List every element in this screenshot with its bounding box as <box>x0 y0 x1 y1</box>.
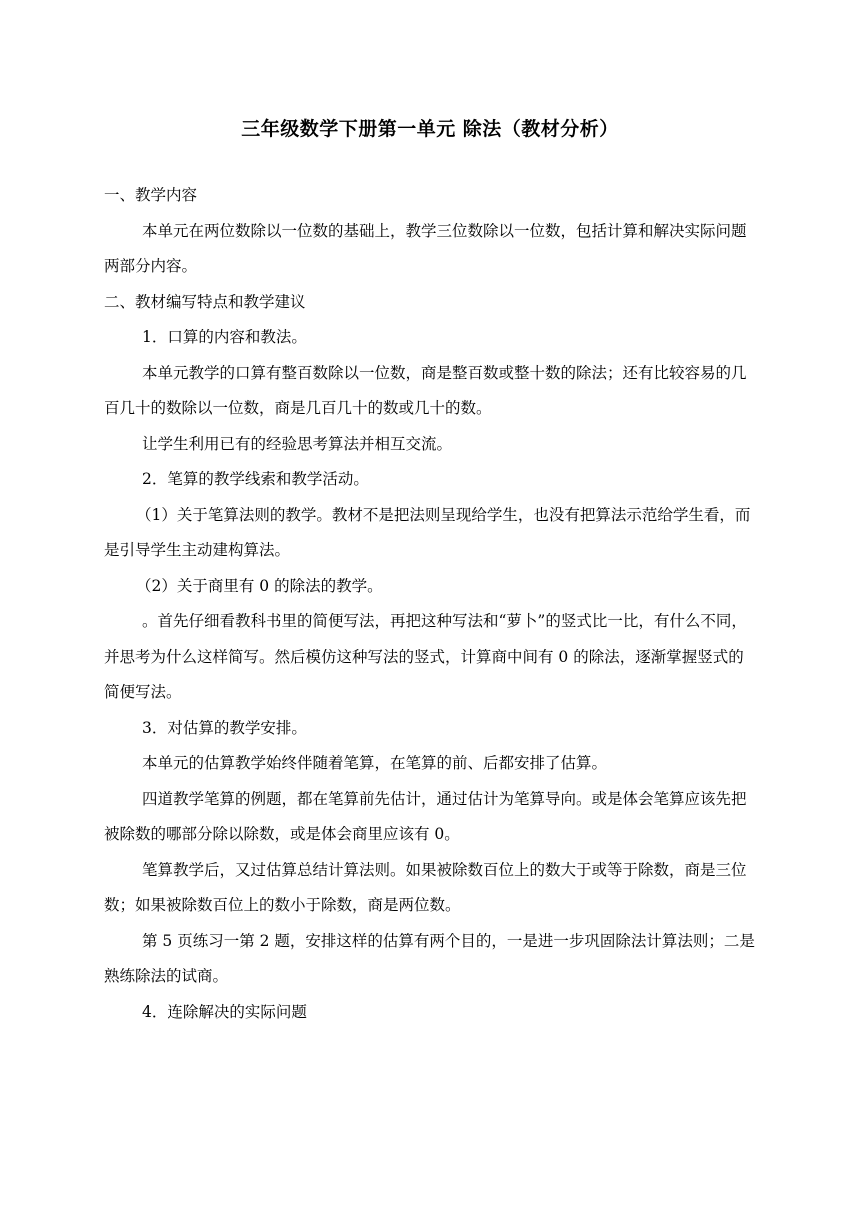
item-3-body-3: 笔算教学后，又过估算总结计算法则。如果被除数百位上的数大于或等于除数，商是三位数；如果被除数百位上的数小于除数，商是两位数。 <box>104 860 747 914</box>
item-3-body-4: 第 5 页练习一第 2 题，安排这样的估算有两个目的，一是进一步巩固除法计算法则；二是熟练除法的试商。 <box>104 931 755 985</box>
item-1-body-1: 本单元教学的口算有整百数除以一位数，商是整百数或整十数的除法；还有比较容易的几百几十的数除以一位数，商是几百几十的数或几十的数。 <box>104 363 747 417</box>
item-4-heading: 4．连除解决的实际问题 <box>142 1002 307 1021</box>
item-1-body-2: 让学生利用已有的经验思考算法并相互交流。 <box>142 434 453 453</box>
item-2-sub-1: （1）关于笔算法则的教学。教材不是把法则呈现给学生，也没有把算法示范给学生看，而是引导学生主动建构算法。 <box>104 505 751 559</box>
item-2-sub-2: （2）关于商里有 0 的除法的教学。 <box>136 576 383 595</box>
section-1-body: 本单元在两位数除以一位数的基础上，教学三位数除以一位数，包括计算和解决实际问题两部分内容。 <box>104 221 747 275</box>
document-title: 三年级数学下册第一单元 除法（教材分析） <box>241 118 619 140</box>
section-2-heading: 二、教材编写特点和教学建议 <box>104 292 306 311</box>
item-3-heading: 3．对估算的教学安排。 <box>142 718 307 737</box>
section-1-heading: 一、教学内容 <box>104 186 198 204</box>
document-body <box>104 178 756 1030</box>
item-1-heading: 1．口算的内容和教法。 <box>142 328 307 346</box>
item-3-body-1: 本单元的估算教学始终伴随着笔算，在笔算的前、后都安排了估算。 <box>142 754 608 772</box>
item-2-body: 。首先仔细看教科书里的简便写法，再把这种写法和“萝卜”的竖式比一比，有什么不同，并思考为什么这样简写。然后模仿这种写法的竖式，计算商中间有 0 的除法，逐渐掌握竖式的简便写法。 <box>104 612 747 701</box>
item-2-heading: 2．笔算的教学线索和教学活动。 <box>142 470 369 488</box>
item-3-body-2: 四道教学笔算的例题，都在笔算前先估计，通过估计为笔算导向。或是体会笔算应该先把被除数的哪部分除以除数，或是体会商里应该有 0。 <box>104 789 747 843</box>
